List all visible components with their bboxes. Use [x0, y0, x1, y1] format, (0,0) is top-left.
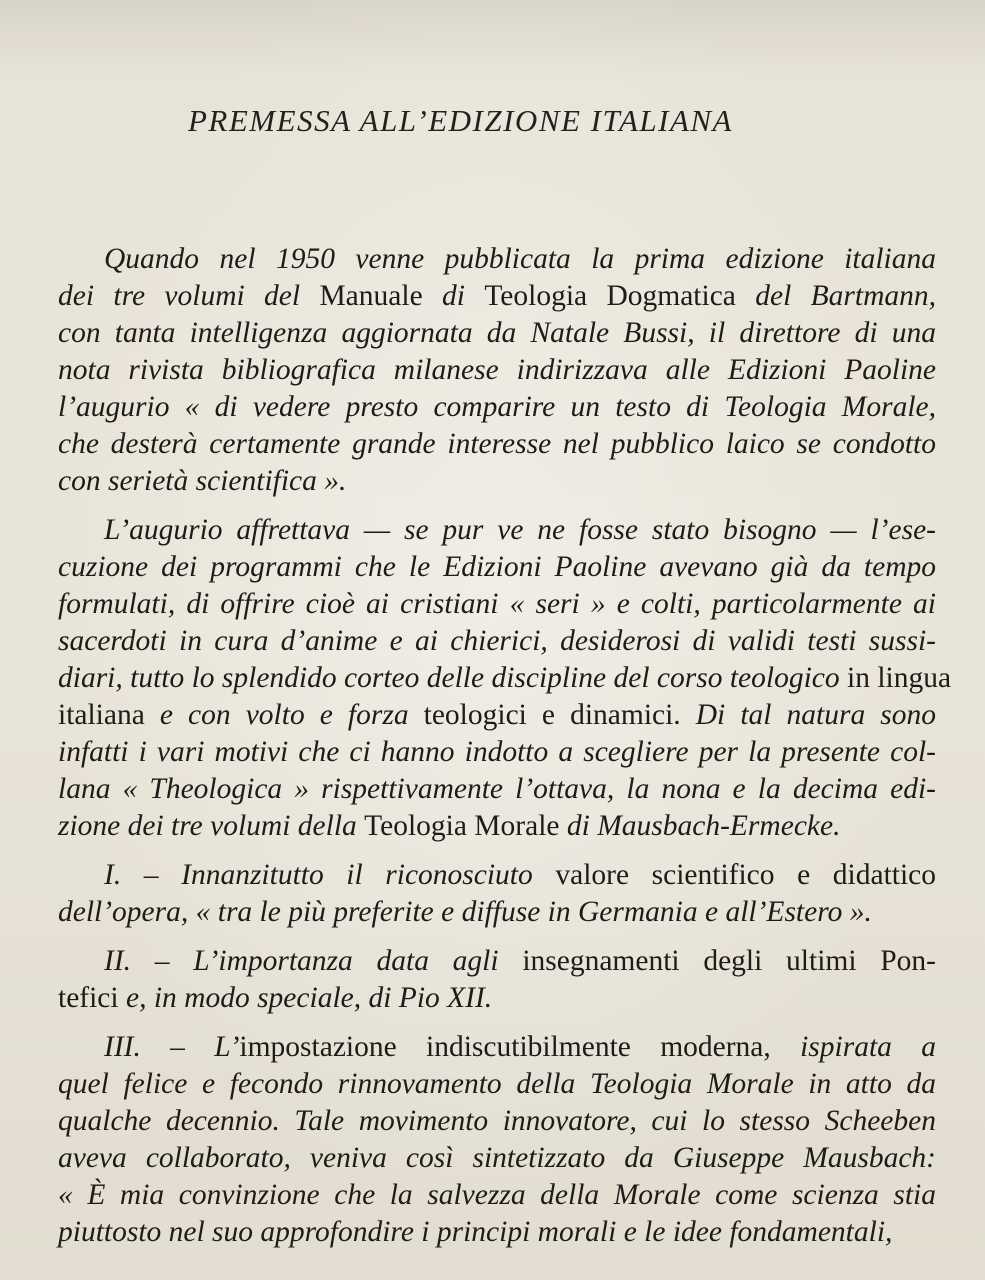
text-run: di Mausbach-Ermecke. [559, 810, 841, 842]
text-line [58, 943, 936, 980]
paragraph-point-2 [58, 943, 936, 1017]
text-line [58, 1177, 936, 1214]
text-run: Quando nel 1950 venne pubblicata la prima edizione italiana [104, 243, 936, 275]
paragraph-point-1 [58, 857, 936, 931]
text-run: « È mia convinzione che la salvezza della Morale come scienza stia [58, 1179, 936, 1211]
text-run: impostazione indiscutibilmente moderna, [239, 1031, 771, 1063]
text-line [58, 241, 936, 278]
text-line [58, 1214, 936, 1251]
text-run: di [422, 280, 485, 312]
text-line [58, 1029, 936, 1066]
text-run: con serietà scientifica ». [58, 465, 347, 497]
text-line [58, 660, 952, 697]
text-line [58, 771, 936, 808]
text-run: Teologia Morale [364, 810, 560, 842]
text-run: l’augurio « di vedere presto comparire un testo di Teologia Morale, [58, 391, 936, 423]
text-line [58, 586, 936, 623]
text-line [58, 278, 936, 315]
text-line [58, 512, 936, 549]
text-run: infatti i vari motivi che ci hanno indotto a scegliere per la presente col- [58, 736, 936, 768]
text-run: qualche decennio. Tale movimento innovatore, cui lo stesso Scheeben [58, 1105, 936, 1137]
text-run: lana « Theologica » rispettivamente l’ottava, la nona e la decima edi- [58, 773, 936, 805]
paragraph-point-3 [58, 1029, 936, 1251]
text-line [58, 1103, 936, 1140]
text-run: che desterà certamente grande interesse nel pubblico laico se condotto [58, 428, 936, 460]
text-run: cuzione dei programmi che le Edizioni Paoline avevano già da tempo [58, 551, 936, 583]
text-run: piuttosto nel suo approfondire i principi morali e le idee fondamentali, [58, 1216, 893, 1248]
text-line [58, 1066, 936, 1103]
text-line [58, 426, 936, 463]
text-run: I. – Innanzitutto il riconosciuto [104, 859, 556, 891]
text-run: quel felice e fecondo rinnovamento della Teologia Morale in atto da [58, 1068, 936, 1100]
text-run: aveva collaborato, veniva così sintetizzato da Giuseppe Mausbach: [58, 1142, 936, 1174]
text-run: teologici e dinamici. [423, 699, 681, 731]
text-line [58, 857, 936, 894]
text-run: ispirata a [770, 1031, 936, 1063]
text-run: dei tre volumi del [58, 280, 320, 312]
text-line [58, 1140, 936, 1177]
text-run: italiana [58, 699, 160, 731]
paragraph-augurio [58, 512, 952, 845]
text-run: diari, tutto lo splendido corteo delle discipline del corso teologico [58, 662, 848, 694]
text-line [58, 980, 936, 1017]
text-run: e, in modo speciale, di Pio XII. [118, 982, 493, 1014]
text-line [58, 315, 936, 352]
paragraph-intro [58, 241, 936, 500]
text-run: formulati, di offrire cioè ai cristiani « seri » e colti, particolarmente ai [58, 588, 936, 620]
text-run: III. – L’ [104, 1031, 240, 1063]
text-line [58, 463, 936, 500]
text-run: L’augurio affrettava — se pur ve ne fosse stato bisogno — l’ese- [104, 514, 936, 546]
text-run: Manuale [319, 280, 423, 312]
text-run: tefici [58, 982, 119, 1014]
text-run: valore scientifico e didattico [555, 859, 937, 891]
text-run: sacerdoti in cura d’anime e ai chierici, desiderosi di validi testi sussi- [58, 625, 936, 657]
text-line [58, 352, 936, 389]
text-line [58, 623, 936, 660]
text-line [58, 549, 936, 586]
text-line [58, 894, 936, 931]
text-run: del Bartmann, [735, 280, 937, 312]
text-run: insegnamenti degli ultimi Pon- [522, 945, 936, 977]
text-line [58, 697, 936, 734]
text-run: nota rivista bibliografica milanese indirizzava alle Edizioni Paoline [58, 354, 936, 386]
text-line [58, 808, 936, 845]
text-run: zione dei tre volumi della [58, 810, 365, 842]
text-run: Teologia Dogmatica [484, 280, 736, 312]
body-text [58, 241, 952, 1251]
text-run: in lingua [847, 662, 952, 694]
text-run: con tanta intelligenza aggiornata da Natale Bussi, il direttore di una [58, 317, 936, 349]
text-line [58, 734, 936, 771]
page-title: PREMESSA ALL’EDIZIONE ITALIANA [188, 103, 733, 138]
text-run: II. – L’importanza data agli [104, 945, 523, 977]
text-run: dell’opera, « tra le più preferite e diffuse in Germania e all’Estero ». [58, 896, 872, 928]
text-run: e con volto e forza [159, 699, 424, 731]
text-run: Di tal natura sono [680, 699, 936, 731]
text-line [58, 389, 936, 426]
